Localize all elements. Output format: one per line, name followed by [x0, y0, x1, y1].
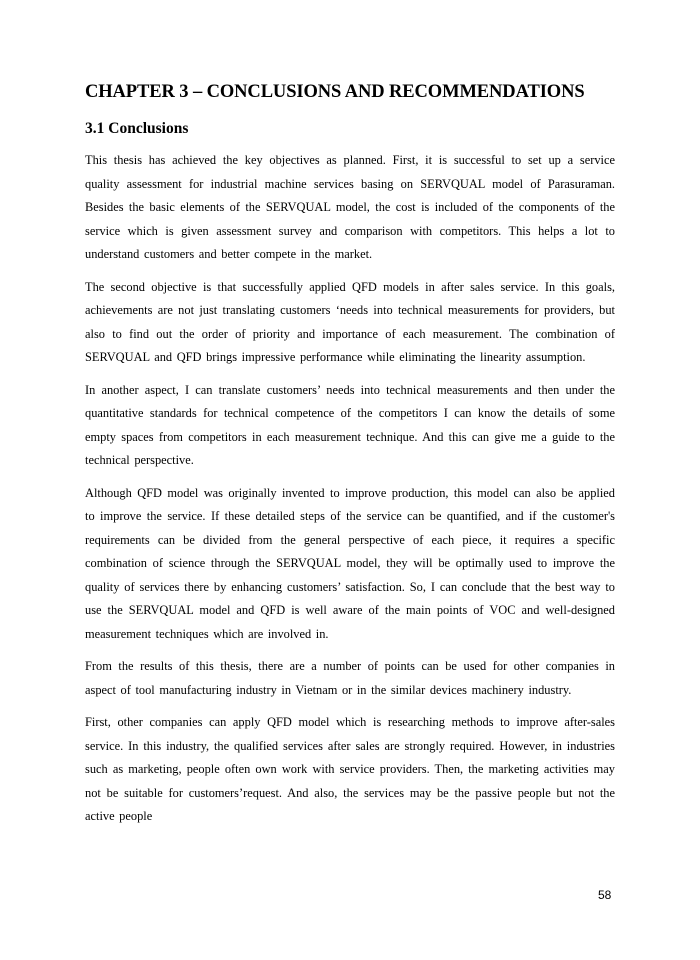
paragraph-objectives: This thesis has achieved the key objectives as planned. First, it is successful to set up a service quality assessment for industrial machine services basing on SERVQUAL model of Parasuraman. Besides the basic elements of the SERVQUAL model, the cost is included of the components of the service which is given assessment survey and comparison with competitors. This helps a lot to understand customers and better compete in the market. — [85, 153, 615, 261]
page-number: 58 — [598, 888, 612, 902]
body-text — [85, 149, 615, 838]
paragraph-first-recommendation: First, other companies can apply QFD model which is researching methods to improve after-sales service. In this industry, the qualified services after sales are strongly required. However, in industries such as marketing, people often own work with service providers. Then, the marketing activities may not be suitable for customers’request. And also, the services may be the passive people but not the active people — [85, 715, 615, 823]
paragraph-second-objective: The second objective is that successfully applied QFD models in after sales service. In this goals, achievements are not just translating customers ‘needs into technical measurements for providers, but also to find out the order of priority and importance of each measurement. The combination of SERVQUAL and QFD brings impressive performance while eliminating the linearity assumption. — [85, 279, 615, 364]
section-title: 3.1 Conclusions — [85, 120, 189, 137]
paragraph-results: From the results of this thesis, there are a number of points can be used for other companies in aspect of tool manufacturing industry in Vietnam or in the similar devices machinery industry. — [85, 659, 615, 697]
paragraph-qfd-service: Although QFD model was originally invented to improve production, this model can also be applied to improve the service. If these detailed steps of the service can be quantified, and if the customer's requirements can be divided from the general perspective of each piece, it requires a specific combination of science through the SERVQUAL model, they will be optimally used to improve the quality of services there by enhancing customers’ satisfaction. So, I can conclude that the best way to use the SERVQUAL model and QFD is well aware of the main points of VOC and well-designed measurement techniques which are involved in. — [85, 485, 615, 641]
chapter-title: CHAPTER 3 – CONCLUSIONS AND RECOMMENDATIONS — [85, 82, 585, 102]
paragraph-another-aspect: In another aspect, I can translate customers’ needs into technical measurements and then under the quantitative standards for technical competence of the competitors I can know the details of some empty spaces from competitors in each measurement technique. And this can give me a guide to the technical perspective. — [85, 382, 615, 467]
